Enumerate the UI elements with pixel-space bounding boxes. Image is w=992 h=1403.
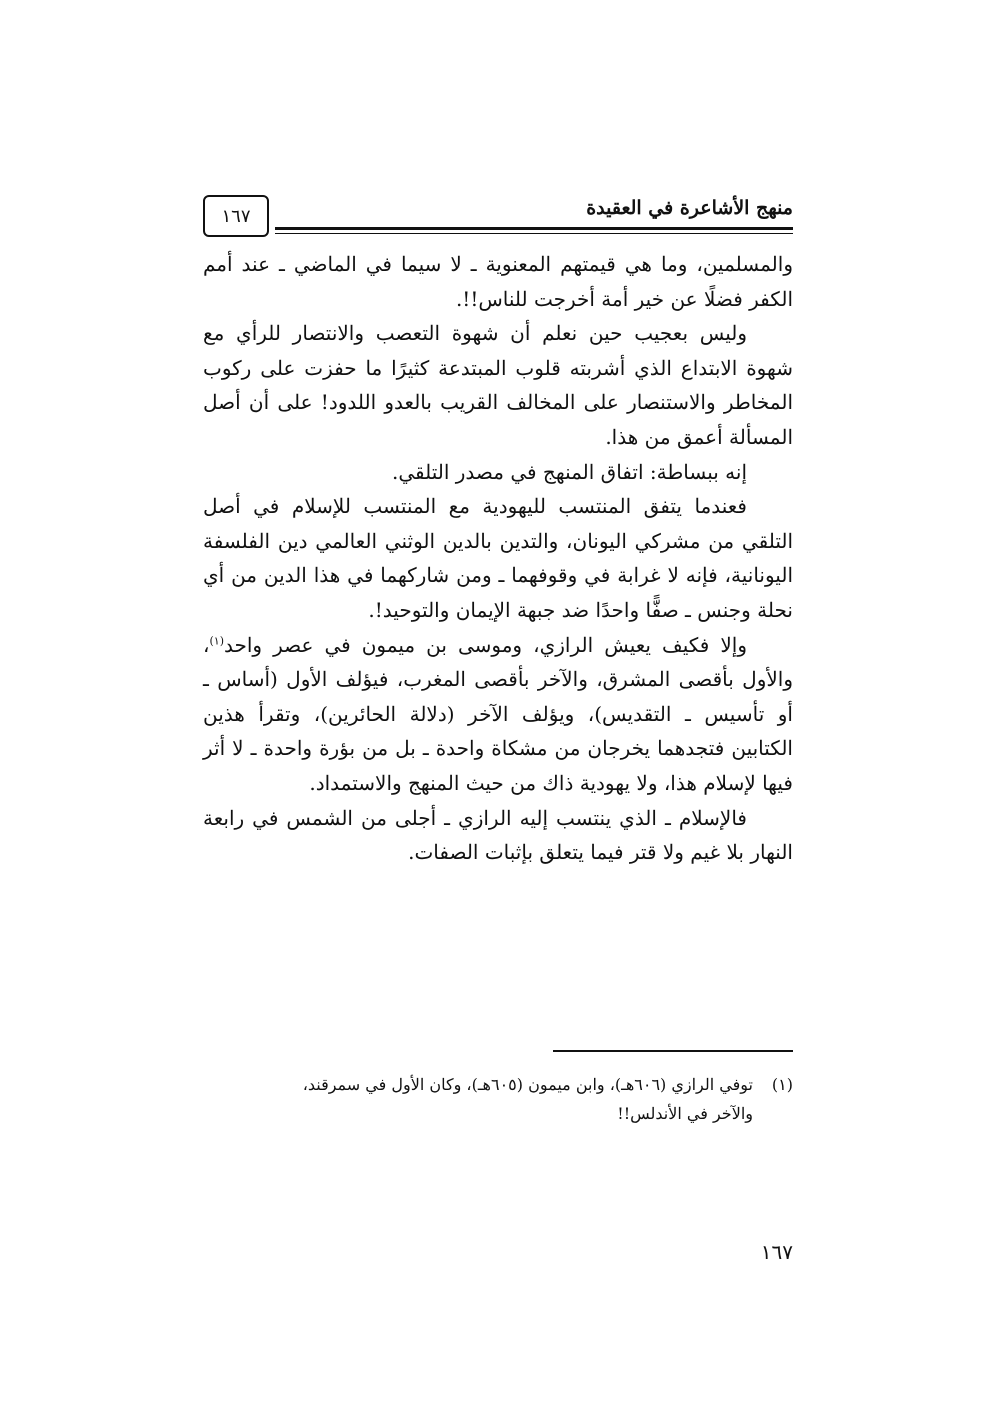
paragraph-part: ، والأول بأقصى المشرق، والآخر بأقصى المغرب، فيؤلف الأول (أساس ـ أو تأسيس ـ التقديس)، ويؤلف الآخر (دلالة الحائرين)، وتقرأ هذين الكتابين فتجدهما يخرجان من مشكاة واحدة ـ بل من بؤرة واحدة ـ لا أثر فيها لإسلام هذا، ولا يهودية ذاك من حيث المنهج والاستمداد. — [203, 632, 793, 795]
footnote-line: والآخر في الأندلس!! — [617, 1104, 753, 1123]
footnote — [203, 1070, 793, 1128]
footnote-line — [203, 1070, 793, 1099]
header-rule-thin — [275, 233, 793, 234]
header-rule-thick — [275, 227, 793, 230]
footer-page-number: ١٦٧ — [760, 1240, 793, 1264]
footnote-marker: (١) — [771, 1075, 793, 1094]
paragraph: وليس بعجيب حين نعلم أن شهوة التعصب والانتصار للرأي مع شهوة الابتداع الذي أشربته قلوب المبتدعة كثيرًا ما حفزت على ركوب المخاطر والاستنصار على المخالف القريب بالعدو اللدود! على أن أصل المسألة أعمق من هذا. — [203, 321, 793, 449]
footnote-reference: (١) — [209, 633, 224, 647]
paragraph — [203, 628, 793, 801]
header-page-number: ١٦٧ — [203, 195, 269, 237]
paragraph: فالإسلام ـ الذي ينتسب إليه الرازي ـ أجلى من الشمس في رابعة النهار بلا غيم ولا قتر فيما يتعلق بإثبات الصفات. — [203, 805, 793, 865]
footnote-separator — [553, 1050, 793, 1052]
footnote-text: توفي الرازي (٦٠٦هـ)، وابن ميمون (٦٠٥هـ)، وكان الأول في سمرقند، — [302, 1075, 753, 1094]
paragraph-part: وإلا فكيف يعيش الرازي، وموسى بن ميمون في عصر واحد — [223, 632, 747, 657]
paragraph: إنه ببساطة: اتفاق المنهج في مصدر التلقي. — [391, 459, 747, 484]
main-text — [203, 247, 793, 870]
paragraph: فعندما يتفق المنتسب لليهودية مع المنتسب للإسلام في أصل التلقي من مشركي اليونان، والتدين بالدين الوثني العالمي دين الفلسفة اليونانية، فإنه لا غرابة في وقوفهما ـ ومن شاركهما في هذا الدين من أي نحلة وجنس ـ صفًّا واحدًا ضد جبهة الإيمان والتوحيد!. — [203, 494, 793, 622]
running-header — [203, 193, 793, 243]
paragraph: والمسلمين، وما هي قيمتهم المعنوية ـ لا سيما في الماضي ـ عند أمم الكفر فضلًا عن خير أمة أخرجت للناس!!. — [203, 252, 793, 311]
book-title: منهج الأشاعرة في العقيدة — [586, 197, 793, 219]
